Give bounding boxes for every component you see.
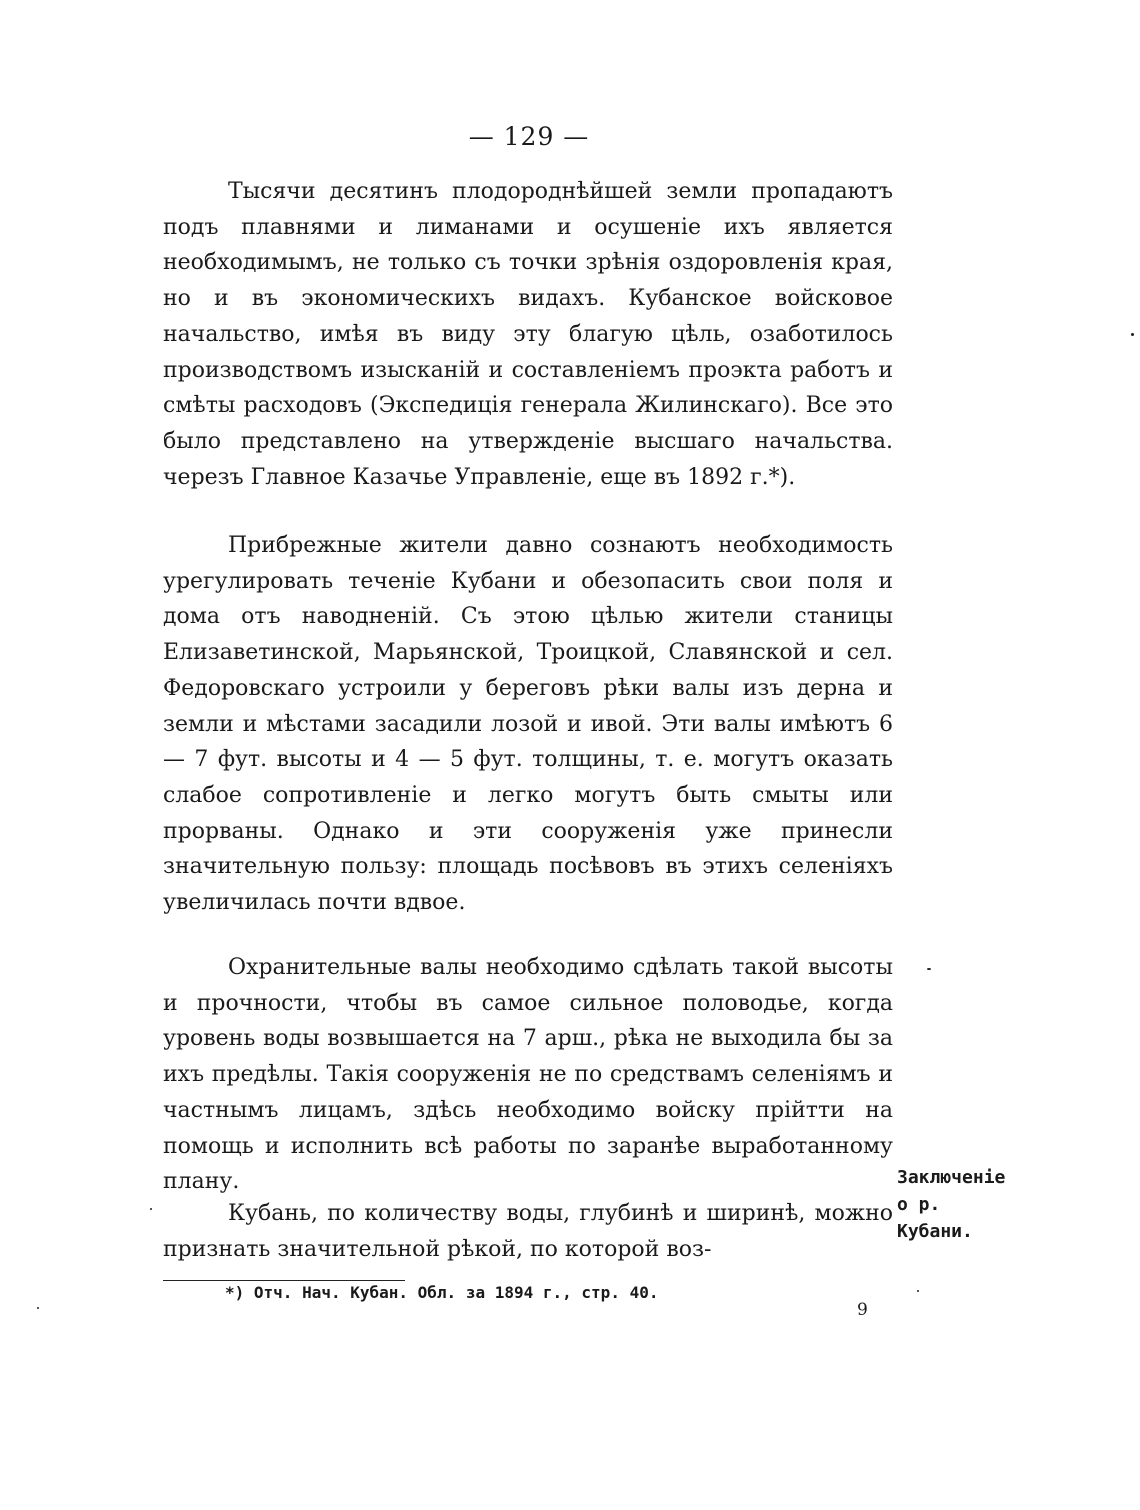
- footnote: *) Отч. Нач. Кубан. Обл. за 1894 г., стр. 40.: [225, 1283, 659, 1302]
- paragraph-2: [163, 528, 893, 921]
- print-speck: [37, 1307, 39, 1309]
- margin-note-line-1: Заключеніе: [897, 1167, 1006, 1188]
- print-speck: [927, 968, 931, 970]
- print-speck: [150, 1208, 152, 1210]
- margin-note-line-2: о р. Кубани.: [897, 1194, 973, 1242]
- print-speck: [1131, 333, 1134, 336]
- margin-note: [897, 1164, 1022, 1245]
- paragraph-4: [163, 1196, 893, 1267]
- page-number: — 129 —: [468, 122, 590, 151]
- paragraph-3: [163, 950, 893, 1200]
- print-speck: [917, 1290, 919, 1292]
- signature-mark: 9: [857, 1300, 868, 1320]
- paragraph-text: Тысячи десятинъ плодороднѣйшей земли пропадаютъ подъ плавнями и лиманами и осушеніе ихъ является необходимымъ, не только съ точки зрѣнія оздоровленія края, но и въ экономическихъ видахъ. Кубанское войсковое начальство, имѣя въ виду эту благую цѣль, озаботилось производствомъ изысканій и составленіемъ проэкта работъ и смѣты расходовъ (Экспедиція генерала Жилинскаго). Все это было представлено на утвержденіе высшаго начальства. черезъ Главное Казачье Управленіе, еще въ 1892 г.*).: [163, 179, 893, 490]
- paragraph-text: Прибрежные жители давно сознаютъ необходимость урегулировать теченіе Кубани и обезопасить свои поля и дома отъ наводненій. Съ этою цѣлью жители станицы Елизаветинской, Марьянской, Троицкой, Славянской и сел. Федоровскаго устроили у береговъ рѣки валы изъ дерна и земли и мѣстами засадили лозой и ивой. Эти валы имѣютъ 6 — 7 фут. высоты и 4 — 5 фут. толщины, т. е. могутъ оказать слабое сопротивленіе и легко могутъ быть смыты или прорваны. Однако и эти сооруженія уже принесли значительную пользу: площадь посѣвовъ въ этихъ селеніяхъ увеличилась почти вдвое.: [163, 533, 893, 916]
- paragraph-1: [163, 174, 893, 495]
- paragraph-text: Охранительные валы необходимо сдѣлать такой высоты и прочности, чтобы въ самое сильное половодье, когда уровень воды возвышается на 7 арш., рѣка не выходила бы за ихъ предѣлы. Такія сооруженія не по средствамъ селеніямъ и частнымъ лицамъ, здѣсь необходимо войску прійтти на помощь и исполнить всѣ работы по заранѣе выработанному плану.: [163, 955, 893, 1195]
- paragraph-text: Кубань, по количеству воды, глубинѣ и ширинѣ, можно признать значительной рѣкой, по которой воз-: [163, 1201, 893, 1262]
